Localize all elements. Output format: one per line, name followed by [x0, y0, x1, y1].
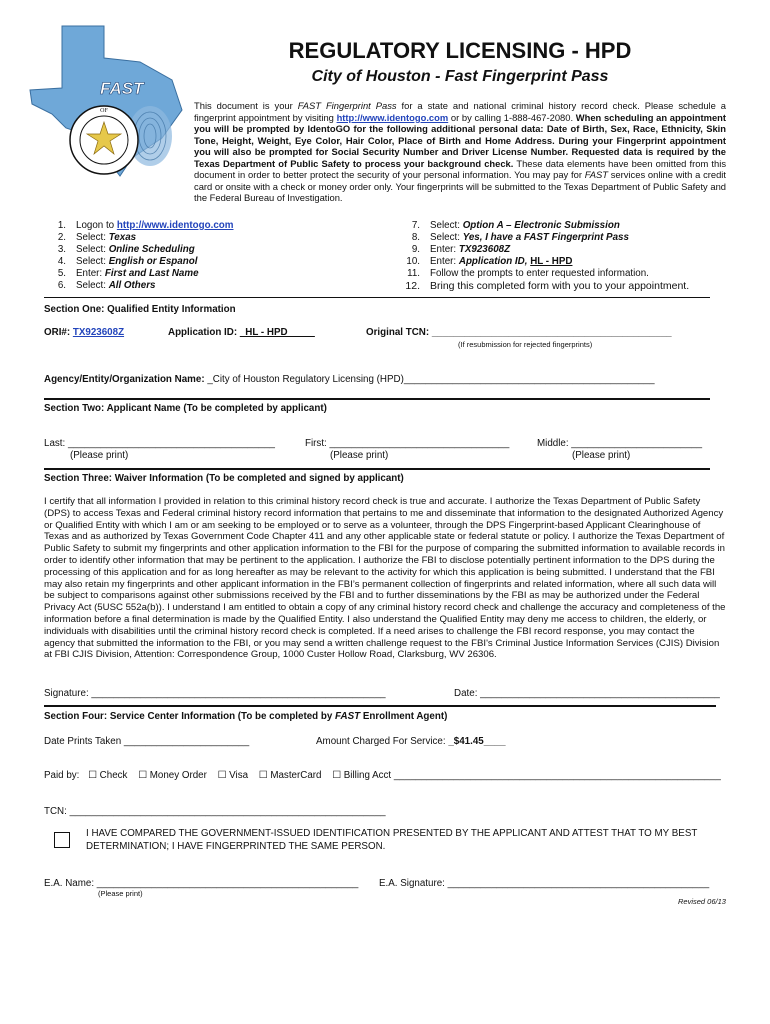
checkbox-icon: ☐: [258, 770, 268, 781]
step-item: 9. Enter: TX923608Z: [411, 244, 511, 255]
please-print-note: (Please print): [330, 450, 389, 461]
please-print-note: (Please print): [98, 889, 143, 898]
date-prints-taken-field[interactable]: Date Prints Taken _______________________: [44, 736, 250, 747]
page-subtitle: City of Houston - Fast Fingerprint Pass: [311, 68, 609, 85]
step-item: 4. Select: English or Espanol: [57, 256, 198, 267]
tcn-field[interactable]: TCN: __________________________________________________________: [44, 806, 386, 817]
checkbox-icon: ☐: [138, 770, 147, 781]
step-item: 2. Select: Texas: [57, 232, 137, 243]
logo-text: FAST: [100, 79, 144, 98]
steps-left: [44, 220, 404, 292]
mastercard-option[interactable]: ☐ MasterCard: [258, 770, 322, 781]
intro-paragraph: This document is your FAST Fingerprint Pass for a state and national criminal history record check. Please schedule a fingerprint appointment by visiting http://www.identogo.com or by calling 1-888-467-2080. When scheduling an appointment you will be prompted by IdentoGO for the following additional personal data: Date of Birth, Sex, Race, Ethnicity, Skin Tone, Height, Weight, Eye Color, Hair Color, Place of Birth and Home Address. During your Fingerprint appointment you will also be prompted for Social Security Number and Driver License Number. Requested data is required by the Texas Department of Public Safety to process your background check. These data elements have been omitted from this document in order to better protect the security of your personal information. You may pay for FAST services online with a credit card or onsite with a check or money order only. Your fingerprints will be submitted to the Texas Department of Public Safety and the Federal Bureau of Investigation.: [194, 100, 727, 203]
section-two-heading: Section Two: Applicant Name (To be completed by applicant): [44, 403, 327, 414]
revised-date: Revised 06/13: [678, 897, 726, 906]
step-item: 3. Select: Online Scheduling: [57, 244, 195, 255]
amount-charged-field[interactable]: Amount Charged For Service: _$41.45____: [316, 736, 506, 747]
section-one-heading: Section One: Qualified Entity Information: [44, 304, 236, 315]
section-three-heading: Section Three: Waiver Information (To be completed and signed by applicant): [44, 473, 404, 484]
middle-name-field[interactable]: Middle: ________________________: [537, 438, 703, 449]
divider: [44, 468, 710, 470]
checkbox-icon: ☐: [88, 770, 97, 781]
step-item: 11. Follow the prompts to enter requested information.: [407, 268, 649, 279]
application-id-field[interactable]: Application ID: _HL - HPD_____: [168, 327, 315, 338]
checkbox-icon: ☐: [332, 770, 342, 781]
attestation-text: I HAVE COMPARED THE GOVERNMENT-ISSUED IDENTIFICATION PRESENTED BY THE APPLICANT AND ATTEST THAT TO MY BEST DETERMINATION; I HAVE FINGERPRINTED THE SAME PERSON.: [86, 828, 698, 852]
divider: [44, 398, 710, 400]
identogo-link[interactable]: http://www.identogo.com: [116, 220, 234, 231]
agency-field[interactable]: Agency/Entity/Organization Name: _City of Houston Regulatory Licensing (HPD)______________________________________________: [44, 374, 655, 385]
step-item: 12. Bring this completed form with you to your appointment.: [405, 280, 690, 292]
money-order-option[interactable]: ☐ Money Order: [138, 770, 207, 781]
step-item: 6. Select: All Others: [57, 280, 156, 291]
check-option[interactable]: ☐ Check: [88, 770, 128, 781]
billing-account-option[interactable]: ☐ Billing Acct ____________________________________________________________: [332, 770, 721, 781]
divider: [44, 297, 710, 298]
last-name-field[interactable]: Last: ______________________________________: [44, 438, 276, 449]
attest-checkbox[interactable]: [54, 832, 70, 848]
please-print-note: (Please print): [572, 450, 631, 461]
identogo-link[interactable]: http://www.identogo.com: [336, 111, 449, 123]
visa-option[interactable]: ☐ Visa: [217, 770, 249, 781]
signature-field[interactable]: Signature: ______________________________________________________: [44, 688, 386, 699]
checkbox-icon: ☐: [217, 770, 227, 781]
ea-signature-field[interactable]: E.A. Signature: ________________________________________________: [379, 878, 710, 889]
section-four-heading: Section Four: Service Center Information (To be completed by FAST Enrollment Agent): [44, 711, 448, 722]
step-item: 7. Select: Option A – Electronic Submission: [411, 220, 620, 231]
step-item: 10. Enter: Application ID, HL - HPD: [406, 256, 573, 267]
paid-by-row: Paid by: ☐ Check ☐ Money Order ☐ Visa ☐ MasterCard ☐ Billing Acct ____________________________________________________________: [44, 770, 721, 781]
step-item: 5. Enter: First and Last Name: [57, 268, 199, 279]
please-print-note: (Please print): [70, 450, 129, 461]
steps-right: [398, 220, 738, 292]
ori-value: TX923608Z: [72, 327, 125, 338]
date-field[interactable]: Date: ____________________________________________: [454, 688, 720, 699]
step-item: 8. Select: Yes, I have a FAST Fingerprint Pass: [411, 232, 629, 243]
ori-field: ORI#: TX923608Z: [44, 327, 125, 338]
original-tcn-field[interactable]: Original TCN: ____________________________________________: [366, 327, 672, 338]
page-title: REGULATORY LICENSING - HPD: [288, 38, 632, 63]
svg-text:OF: OF: [100, 108, 108, 114]
ea-name-field[interactable]: E.A. Name: ________________________________________________: [44, 878, 359, 889]
tcn-note: (If resubmission for rejected fingerprints): [458, 340, 593, 349]
waiver-text: I certify that all information I provided in relation to this criminal history record check is true and accurate. I authorize the Texas Department of Public Safety (DPS) to access Texas and Federal criminal history record information that pertains to me and disseminate that information to the designated Authorized Agency or Qualified Entity with which I am or am seeking to be employed or to serve as a volunteer, through the DPS Fingerprint-based Applicant Clearinghouse of Texas and as authorized by Texas Government Code Chapter 411 and any other applicable state or federal statute or policy. I authorize the Texas Department of Public Safety to submit my fingerprints and other application information to the FBI for the purpose of comparing the submitted information to available records in order to identify other information that may be pertinent to the application. I authorize the FBI to disclose potentially pertinent information to the DPS during the processing of this application and for as long hereafter as may be relevant to the activity for which this application is being submitted. I understand that the FBI may also retain my fingerprints and other applicant information in the FBI’s permanent collection of fingerprints and related information, where all such data will be subject to comparisons against other submissions received by the FBI and to further disseminations by the FBI as may be authorized under the Federal Privacy Act (5USC 552a(b)). I understand I am entitled to obtain a copy of any criminal history record check and challenge the accuracy and completeness of the information before a final determination is made by the Qualified Entity. I also understand the Qualified Entity may deny me access to children, the elderly, or individuals with disabilities until the criminal history record check is completed. If a need arises to challenge the FBI record response, you may contact the agency that submitted the information to the FBI, or you may send a written challenge request to the FBI's Criminal Justice Information Services (CJIS) Division at FBI CJIS Division, Attention: Correspondence Group, 1000 Custer Hollow Road, Clarksburg, WV 26306.: [44, 496, 726, 661]
first-name-field[interactable]: First: _________________________________: [305, 438, 510, 449]
step-item: 1. Logon to http://www.identogo.com: [57, 220, 234, 231]
divider: [44, 705, 716, 707]
